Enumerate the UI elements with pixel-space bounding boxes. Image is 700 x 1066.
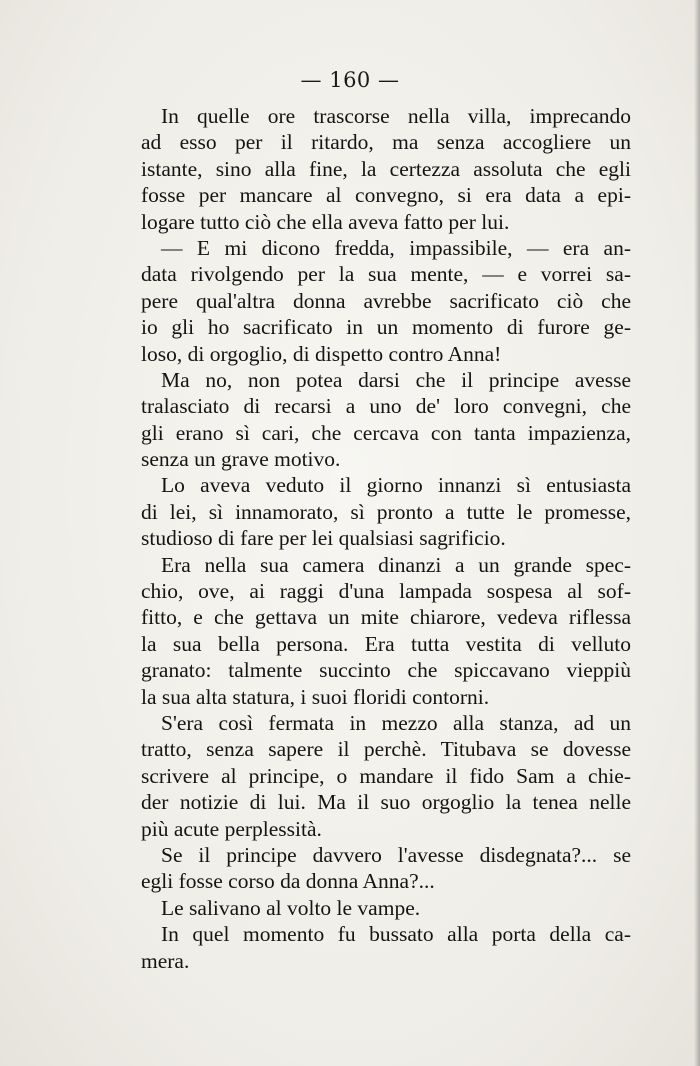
text-line: Lo aveva veduto il giorno innanzi sì entusiasta xyxy=(161,473,631,498)
text-line: Era nella sua camera dinanzi a un grande spec- xyxy=(161,552,631,577)
text-line: più acute perplessità. xyxy=(141,816,322,841)
text-line: S'era così fermata in mezzo alla stanza, ad un xyxy=(161,710,631,735)
text-line: pere qual'altra donna avrebbe sacrificato ciò che xyxy=(141,288,631,313)
text-line: tralasciato di recarsi a uno de' loro convegni, che xyxy=(141,394,631,419)
body-text xyxy=(141,103,631,974)
text-line: la sua bella persona. Era tutta vestita di velluto xyxy=(141,631,631,656)
text-line: data rivolgendo per la sua mente, — e vorrei sa- xyxy=(141,262,631,287)
page-number: — 160 — xyxy=(300,68,400,92)
text-line: loso, di orgoglio, di dispetto contro Anna! xyxy=(141,341,502,366)
text-line: mera. xyxy=(141,948,190,973)
text-line: ad esso per il ritardo, ma senza accogliere un xyxy=(141,130,631,155)
text-line: senza un grave motivo. xyxy=(141,447,341,472)
text-line: chio, ove, ai raggi d'una lampada sospesa al sof- xyxy=(141,579,631,604)
text-line: In quelle ore trascorse nella villa, imprecando xyxy=(161,104,631,128)
text-line: egli fosse corso da donna Anna?... xyxy=(141,869,435,894)
page-edge-shadow xyxy=(694,0,700,1066)
text-line: der notizie di lui. Ma il suo orgoglio la tenea nelle xyxy=(141,790,631,815)
text-line: granato: talmente succinto che spiccavano vieppiù xyxy=(141,658,631,683)
text-line: In quel momento fu bussato alla porta della ca- xyxy=(161,922,631,947)
text-line: — E mi dicono fredda, impassibile, — era an- xyxy=(161,235,631,260)
text-line: di lei, sì innamorato, sì pronto a tutte le promesse, xyxy=(141,499,631,524)
text-line: istante, sino alla fine, la certezza assoluta che egli xyxy=(141,156,631,181)
text-line: Ma no, non potea darsi che il principe avesse xyxy=(161,367,631,392)
text-line: studioso di fare per lei qualsiasi sagrificio. xyxy=(141,526,506,551)
text-line: fosse per mancare al convegno, si era data a epi- xyxy=(141,183,631,208)
text-line: logare tutto ciò che ella aveva fatto per lui. xyxy=(141,209,510,234)
text-line: Le salivano al volto le vampe. xyxy=(161,895,421,920)
text-line: Se il principe davvero l'avesse disdegnata?... se xyxy=(161,842,631,867)
text-line: fitto, e che gettava un mite chiarore, vedeva riflessa xyxy=(141,605,631,630)
text-line: io gli ho sacrificato in un momento di furore ge- xyxy=(141,315,631,340)
text-line: la sua alta statura, i suoi floridi contorni. xyxy=(141,684,490,709)
text-line: scrivere al principe, o mandare il fido Sam a chie- xyxy=(141,763,631,788)
text-line: gli erano sì cari, che cercava con tanta impazienza, xyxy=(141,420,631,445)
text-line: tratto, senza sapere il perchè. Titubava se dovesse xyxy=(141,737,631,762)
